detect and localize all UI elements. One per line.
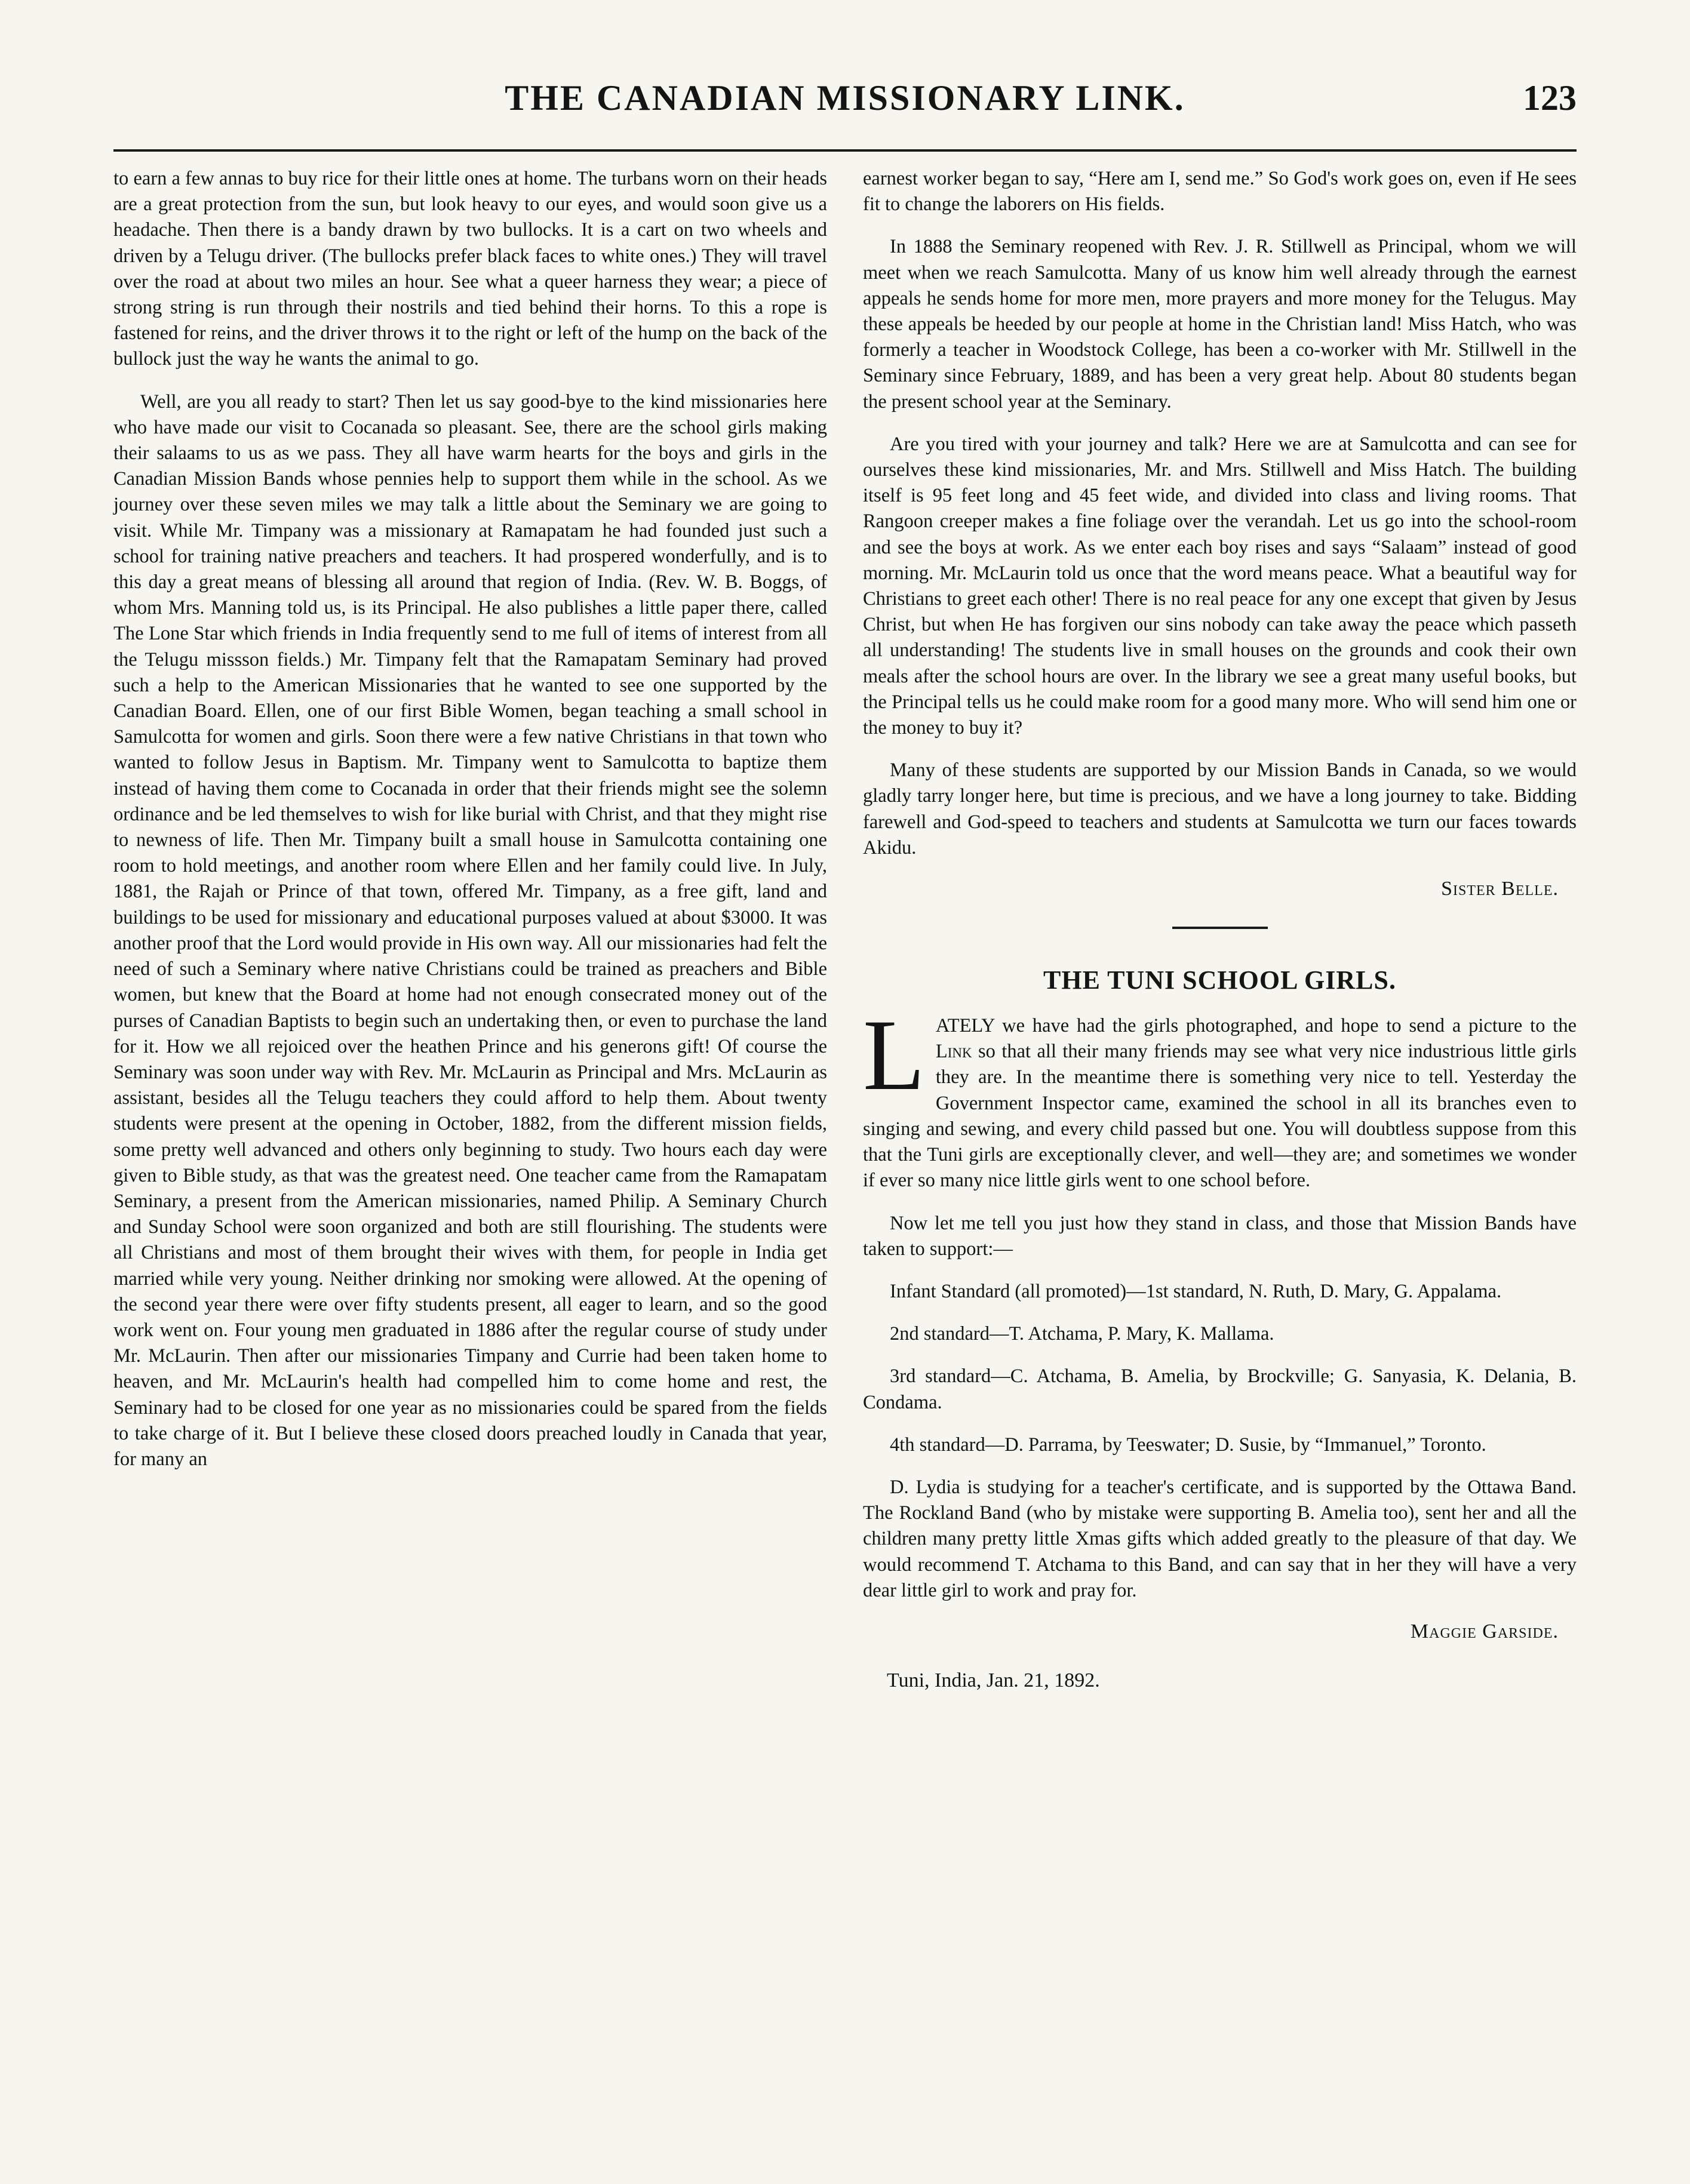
tuni-2nd-standard: 2nd standard—T. Atchama, P. Mary, K. Mallama.	[890, 1323, 1274, 1345]
signature-maggie-garside: Maggie Garside.	[1410, 1620, 1559, 1642]
right-paragraph-2: In 1888 the Seminary reopened with Rev. J. R. Stillwell as Principal, whom we will meet when we reach Samulcotta. Many of us know him well already through the earnest appeals he sends home for more men, more prayers and more money for the Telugus. May these appeals be heeded by our people at home in the Christian land! Miss Hatch, who was formerly a teacher in Woodstock College, has been a co-worker with Mr. Stillwell in the Seminary since February, 1889, and has been a very great help. About 80 students began the present school year at the Seminary.	[863, 236, 1577, 413]
right-paragraph-4: Many of these students are supported by our Mission Bands in Canada, so we would gladly tarry longer here, but time is precious, and we have a long journey to take. Bidding farewell and God-speed to teachers and students at Samulcotta we turn our faces towards Akidu.	[863, 759, 1577, 859]
drop-cap: L	[863, 999, 925, 1112]
page-number: 123	[1523, 78, 1577, 118]
tuni-paragraph-last: D. Lydia is studying for a teacher's certificate, and is supported by the Ottawa Band. The Rockland Band (who by mistake were supporting B. Amelia too), sent her and all the children many pretty little Xmas gifts which added greatly to the pleasure of that day. We would recommend T. Atchama to this Band, and can say that in her they will have a very dear little girl to work and pray for.	[863, 1476, 1577, 1601]
signature-sister-belle: Sister Belle.	[1441, 878, 1559, 900]
right-paragraph-3: Are you tired with your journey and talk? Here we are at Samulcotta and can see for ourselves these kind missionaries, Mr. and Mrs. Stillwell and Miss Hatch. The building itself is 95 feet long and 45 feet wide, and divided into class and living rooms. That Rangoon creeper makes a fine foliage over the verandah. Let us go into the school-room and see the boys at work. As we enter each boy rises and says “Salaam” instead of good morning. Mr. McLaurin told us once that the word means peace. What a beautiful way for Christians to greet each other! There is no real peace for any one except that given by Jesus Christ, but when He has forgiven our sins nobody can take away the peace which passeth all understanding! The students live in small houses on the grounds and cook their own meals after the school hours are over. In the library we see a great many useful books, but the Principal tells us he could make room for a good many more. Who will send him one or the money to buy it?	[863, 433, 1577, 739]
left-paragraph-2: Well, are you all ready to start? Then let us say good-bye to the kind missionaries here who have made our visit to Cocanada so pleasant. See, there are the school girls making their salaams to us as we pass. They all have warm hearts for the boys and girls in the Canadian Mission Bands whose pennies help to support them while in the school. As we journey over these seven miles we may talk a little about the Seminary we are going to visit. While Mr. Timpany was a missionary at Ramapatam he had founded just such a school for training native preachers and teachers. It had prospered wonderfully, and is to this day a great means of blessing all around that region of India. (Rev. W. B. Boggs, of whom Mrs. Manning told us, is its Principal. He also publishes a little paper there, called The Lone Star which friends in India frequently send to me full of items of interest from all the Telugu missson fields.) Mr. Timpany felt that the Ramapatam Seminary had proved such a help to the American Missionaries that he wanted to see one supported by the Canadian Board. Ellen, one of our first Bible Women, began teaching a small school in Samulcotta for women and girls. Soon there were a few native Christians in that town who wanted to follow Jesus in Baptism. Mr. Timpany went to Samulcotta to baptize them instead of having them come to Cocanada in order that their friends might see the solemn ordinance and be led themselves to wish for like burial with Christ, and that they might rise to newness of life. Then Mr. Timpany built a small house in Samulcotta containing one room to hold meetings, and another room where Ellen and her family could live. In July, 1881, the Rajah or Prince of that town, offered Mr. Timpany, as a free gift, land and buildings to be used for missionary and educational purposes valued at about $3000. It was another proof that the Lord would provide in His own way. All our missionaries had felt the need of such a Seminary where native Christians could be trained as preachers and Bible women, but knew that the Board at home had not enough consecrated money out of the purses of Canadian Baptists to begin such an undertaking then, or even to purchase the land for it. How we all rejoiced over the heathen Prince and his generons gift! Of course the Seminary was soon under way with Rev. Mr. McLaurin as Principal and Mrs. McLaurin as assistant, besides all the Telugu teachers they could afford to help them. About twenty students were present at the opening in October, 1882, from the different mission fields, some pretty well advanced and others only beginning to study. Two hours each day were given to Bible study, as that was the greatest need. One teacher came from the Ramapatam Seminary, a present from the American missionaries, named Philip. A Seminary Church and Sunday School were soon organized and both are still flourishing. The students were all Christians and most of them brought their wives with them, for people in India get married while very young. Neither drinking nor smoking were allowed. At the opening of the second year there were over fifty students present, all eager to learn, and so the good work went on. Four young men graduated in 1886 after the regular course of study under Mr. McLaurin. Then after our missionaries Timpany and Currie had been taken home to heaven, and Mr. McLaurin's health had compelled him to come home and rest, the Seminary had to be closed for one year as no missionaries could be spared from the fields to take charge of it. But I believe these closed doors preached loudly in Canada that year, for many an	[113, 390, 827, 1470]
left-paragraph-1: to earn a few annas to buy rice for their little ones at home. The turbans worn on their heads are a great protection from the sun, but look heavy to our eyes, and would soon give us a headache. Then there is a bandy drawn by two bullocks. It is a cart on two wheels and driven by a Telugu driver. (The bullocks prefer black faces to white ones.) They will travel over the road at about two miles an hour. See what a queer harness they wear; a piece of strong string is run through their nostrils and tied behind their horns. To this a rope is fastened for reins, and the driver throws it to the right or left of the hump on the back of the bullock just the way he wants the animal to go.	[113, 168, 827, 370]
tuni-paragraph-1-a: ATELY we have had the girls photographed, and hope to send a picture to the	[935, 1015, 1577, 1037]
tuni-3rd-standard: 3rd standard—C. Atchama, B. Amelia, by Brockville; G. Sanyasia, K. Delania, B. Condama.	[863, 1365, 1577, 1413]
article-title: THE TUNI SCHOOL GIRLS.	[1043, 965, 1396, 995]
right-paragraph-1: earnest worker began to say, “Here am I, send me.” So God's work goes on, even if He sees fit to change the laborers on His fields.	[863, 168, 1577, 216]
tuni-paragraph-2: Now let me tell you just how they stand in class, and those that Mission Bands have taken to support:—	[863, 1212, 1577, 1260]
tuni-4th-standard: 4th standard—D. Parrama, by Teeswater; D. Susie, by “Immanuel,” Toronto.	[890, 1434, 1486, 1456]
section-divider	[1172, 927, 1268, 929]
tuni-paragraph-1-b: so that all their many friends may see what very nice industrious little girls they are. In the meantime there is something very nice to tell. Yesterday the Government Inspector came, examined the school in all its branches even to singing and sewing, and every child passed but one. You will doubtless suppose from this that the Tuni girls are exceptionally clever, and well—they are; and sometimes we wonder if ever so many nice little girls went to one school before.	[863, 1041, 1577, 1192]
right-column	[863, 166, 1577, 1692]
place-date: Tuni, India, Jan. 21, 1892.	[887, 1669, 1100, 1691]
tuni-infant-standard: Infant Standard (all promoted)—1st standard, N. Ruth, D. Mary, G. Appalama.	[890, 1280, 1502, 1302]
left-column	[113, 166, 827, 1692]
link-word: Link	[935, 1041, 972, 1063]
columns	[113, 166, 1577, 1692]
page-header	[113, 78, 1577, 152]
journal-title: THE CANADIAN MISSIONARY LINK.	[505, 78, 1185, 118]
tuni-paragraph-1	[863, 999, 1577, 1193]
